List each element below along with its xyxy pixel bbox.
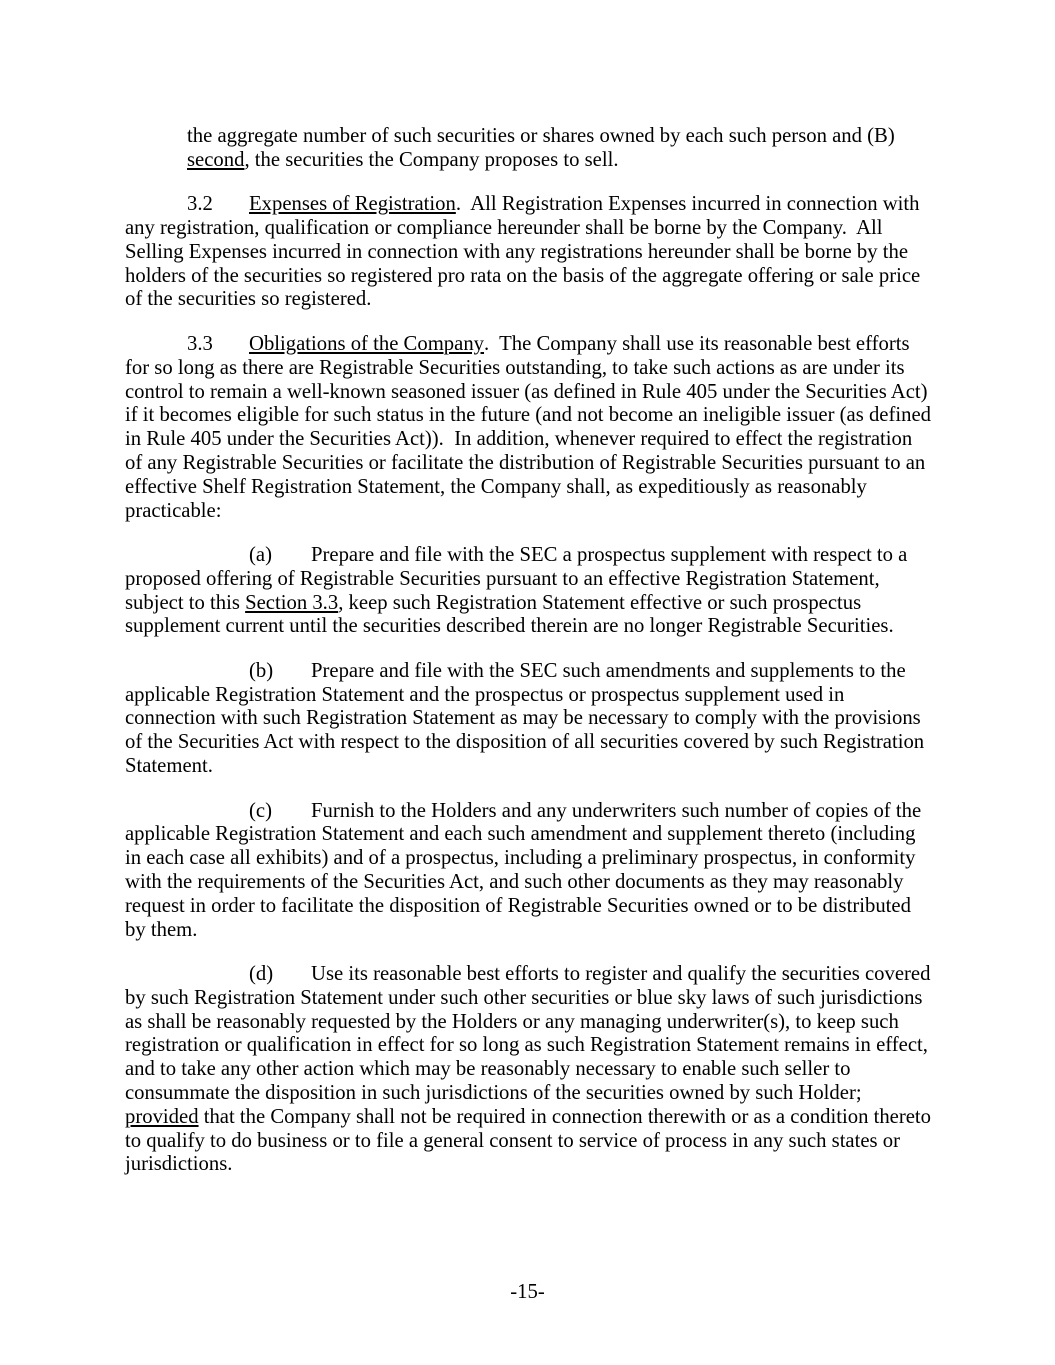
text-line [125, 1106, 1005, 1130]
text-line: registration or qualification in effect for so long as such Registration Statement remains in effect, [125, 1034, 928, 1057]
section-heading-line [125, 193, 1005, 217]
text-line: of the securities so registered. [125, 288, 372, 311]
text-line: as shall be reasonably requested by the Holders or any managing underwriter(s), to keep such [125, 1010, 899, 1033]
section-3-3-paragraph [125, 333, 1005, 523]
section-heading-line [125, 333, 1005, 357]
text-line: Selling Expenses incurred in connection with any registrations hereunder shall be borne by the [125, 240, 909, 263]
text-line: with the requirements of the Securities Act, and such other documents as they may reasonably [125, 870, 904, 893]
text-line: if it becomes eligible for such status in the future (and not become an ineligible issuer (as defined [125, 404, 931, 427]
text-line [125, 592, 1005, 616]
subsection-first-line [125, 660, 1005, 684]
section-3-2-paragraph [125, 193, 1005, 312]
text-line: by such Registration Statement under such other securities or blue sky laws of such jurisdictions [125, 986, 923, 1009]
text-line: request in order to facilitate the disposition of Registrable Securities owned or to be distributed [125, 894, 911, 917]
text-line [187, 149, 1005, 173]
section-number: 3.2 [187, 193, 213, 216]
text-segment: Prepare and file with the SEC a prospectus supplement with respect to a [311, 544, 908, 567]
text-line: of the Securities Act with respect to the disposition of all securities covered by such Registration [125, 731, 925, 754]
subsection-d-paragraph [125, 963, 1005, 1177]
text-line: for so long as there are Registrable Securities outstanding, to take such actions as are under its [125, 356, 905, 379]
subsection-first-line [125, 800, 1005, 824]
text-line: any registration, qualification or compliance hereunder shall be borne by the Company. All [125, 217, 883, 240]
subsection-label: (c) [249, 799, 272, 822]
text-line: by them. [125, 918, 198, 941]
section-number: 3.3 [187, 332, 213, 355]
text-line: to qualify to do business or to file a general consent to service of process in any such states or [125, 1129, 901, 1152]
text-line: practicable: [125, 499, 222, 522]
text-line: and to take any other action which may be reasonably necessary to enable such seller to [125, 1058, 851, 1081]
section-heading: Obligations of the Company [249, 332, 485, 355]
subsection-label: (a) [249, 544, 272, 567]
text-line: consummate the disposition in such jurisdictions of the securities owned by such Holder; [125, 1082, 862, 1105]
subsection-b-paragraph [125, 660, 1005, 779]
text-segment: , the securities the Company proposes to sell. [244, 148, 619, 171]
text-segment: . The Company shall use its reasonable best efforts [484, 332, 910, 355]
text-line: jurisdictions. [125, 1153, 233, 1176]
underlined-term: second [187, 148, 245, 171]
text-line: connection with such Registration Statement as may be necessary to comply with the provisions [125, 707, 921, 730]
text-line: the aggregate number of such securities or shares owned by each such person and (B) [187, 125, 895, 147]
text-segment: Furnish to the Holders and any underwriters such number of copies of the [311, 799, 922, 822]
subsection-label: (d) [249, 963, 274, 986]
text-line: proposed offering of Registrable Securities pursuant to an effective Registration Statement, [125, 567, 880, 590]
text-line: effective Shelf Registration Statement, the Company shall, as expeditiously as reasonably [125, 475, 867, 498]
text-segment: , keep such Registration Statement effective or such prospectus [338, 591, 862, 614]
text-line: applicable Registration Statement and the prospectus or prospectus supplement used in [125, 683, 845, 706]
continuation-paragraph [125, 125, 1005, 173]
page-number: -15- [510, 1281, 545, 1303]
underlined-term: provided [125, 1105, 199, 1128]
text-line: holders of the securities so registered pro rata on the basis of the aggregate offering or sale price [125, 264, 921, 287]
text-segment: Prepare and file with the SEC such amendments and supplements to the [311, 659, 906, 682]
text-segment: subject to this [125, 591, 246, 614]
text-line: applicable Registration Statement and each such amendment and supplement thereto (including [125, 823, 916, 846]
section-heading: Expenses of Registration [249, 193, 456, 216]
text-line: supplement current until the securities described therein are no longer Registrable Securities. [125, 615, 894, 638]
text-line: control to remain a well-known seasoned issuer (as defined in Rule 405 under the Securities Act) [125, 380, 928, 403]
text-segment: Use its reasonable best efforts to register and qualify the securities covered [311, 963, 931, 986]
text-segment: that the Company shall not be required in connection therewith or as a condition thereto [198, 1105, 932, 1128]
subsection-first-line [125, 963, 1005, 987]
text-segment: . All Registration Expenses incurred in connection with [455, 193, 920, 216]
subsection-label: (b) [249, 659, 274, 682]
subsection-c-paragraph [125, 800, 1005, 943]
text-line: Statement. [125, 755, 213, 778]
subsection-first-line [125, 544, 1005, 568]
underlined-term: Section 3.3 [245, 591, 339, 614]
text-line: in each case all exhibits) and of a prospectus, including a preliminary prospectus, in conformity [125, 847, 916, 870]
text-line: of any Registrable Securities or facilitate the distribution of Registrable Securities pursuant to an [125, 451, 926, 474]
document-body [125, 125, 1005, 1198]
text-line: in Rule 405 under the Securities Act)). In addition, whenever required to effect the registration [125, 428, 913, 451]
subsection-a-paragraph [125, 544, 1005, 639]
